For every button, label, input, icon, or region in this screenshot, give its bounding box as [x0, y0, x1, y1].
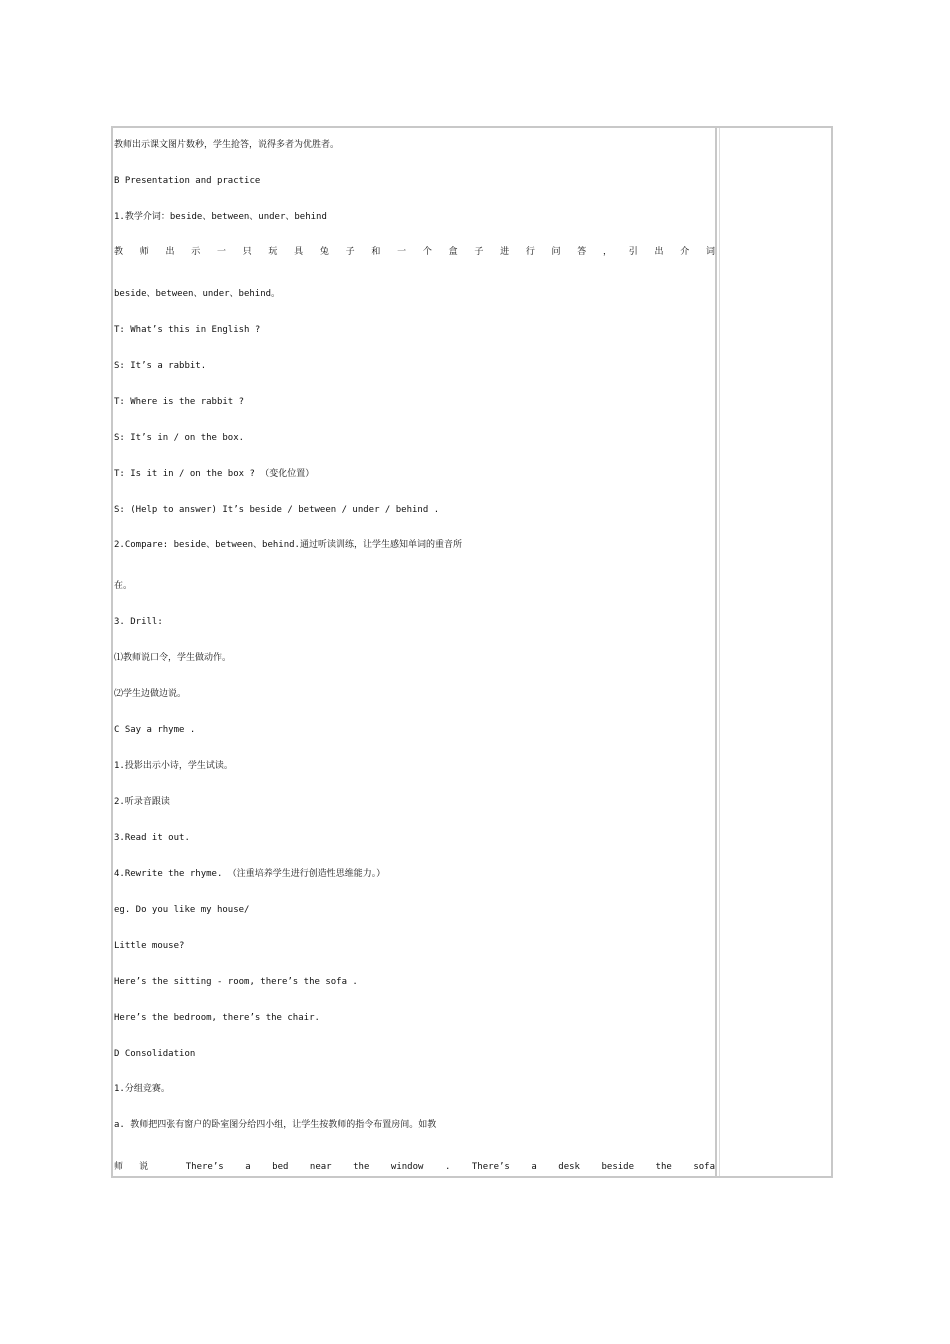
side-cell [719, 128, 831, 1176]
text-line: beside、between、under、behind。 [114, 289, 281, 299]
text-line: Here’s the bedroom, there’s the chair. [114, 1013, 320, 1023]
lesson-plan-table [111, 126, 833, 1178]
text-line: S: (Help to answer) It’s beside / between / under / behind . [114, 505, 440, 515]
text-line: ⑵学生边做边说。 [114, 689, 187, 699]
text-line: B Presentation and practice [114, 176, 261, 186]
text-line: S: It’s a rabbit. [114, 361, 207, 371]
text-line: a. 教师把四张有窗户的卧室图分给四小组，让学生按教师的指令布置房间。如教 [114, 1120, 437, 1130]
text-line: T: Is it in / on the box ? （变化位置） [114, 469, 315, 479]
text-line: 在。 [114, 581, 133, 591]
content-cell [113, 128, 717, 1176]
text-line: 3.Read it out. [114, 833, 190, 843]
text-line: ⑴教师说口令，学生做动作。 [114, 653, 232, 663]
text-line: D Consolidation [114, 1049, 196, 1059]
text-line: 3. Drill: [114, 617, 163, 627]
text-line: Little mouse? [114, 941, 185, 951]
text-line: T: What’s this in English ? [114, 325, 261, 335]
text-line: 1.投影出示小诗，学生试读。 [114, 761, 233, 771]
text-line: Here’s the sitting - room, there’s the sofa . [114, 977, 358, 987]
text-line: 教 师 出 示 一 只 玩 具 兔 子 和 一 个 盒 子 进 行 问 答 ， 引 出 介 词 [114, 247, 715, 257]
text-line: C Say a rhyme . [114, 725, 196, 735]
text-line: 2.Compare: beside、between、behind.通过听读训练，让学生感知单词的重音所 [114, 540, 462, 550]
text-line: 1.分组竞赛。 [114, 1084, 170, 1094]
text-line: T: Where is the rabbit ? [114, 397, 245, 407]
text-line: 教师出示课文图片数秒，学生抢答，说得多者为优胜者。 [114, 140, 340, 150]
text-line: 1.教学介词：beside、between、under、behind [114, 212, 327, 222]
text-line: eg. Do you like my house/ [114, 905, 250, 915]
text-line: 4.Rewrite the rhyme. （注重培养学生进行创造性思维能力。） [114, 869, 386, 879]
text-line: 2.听录音跟读 [114, 797, 170, 807]
text-line: S: It’s in / on the box. [114, 433, 245, 443]
text-line: 师说 There’s a bed near the window . There’s a desk beside the sofa [114, 1162, 715, 1172]
